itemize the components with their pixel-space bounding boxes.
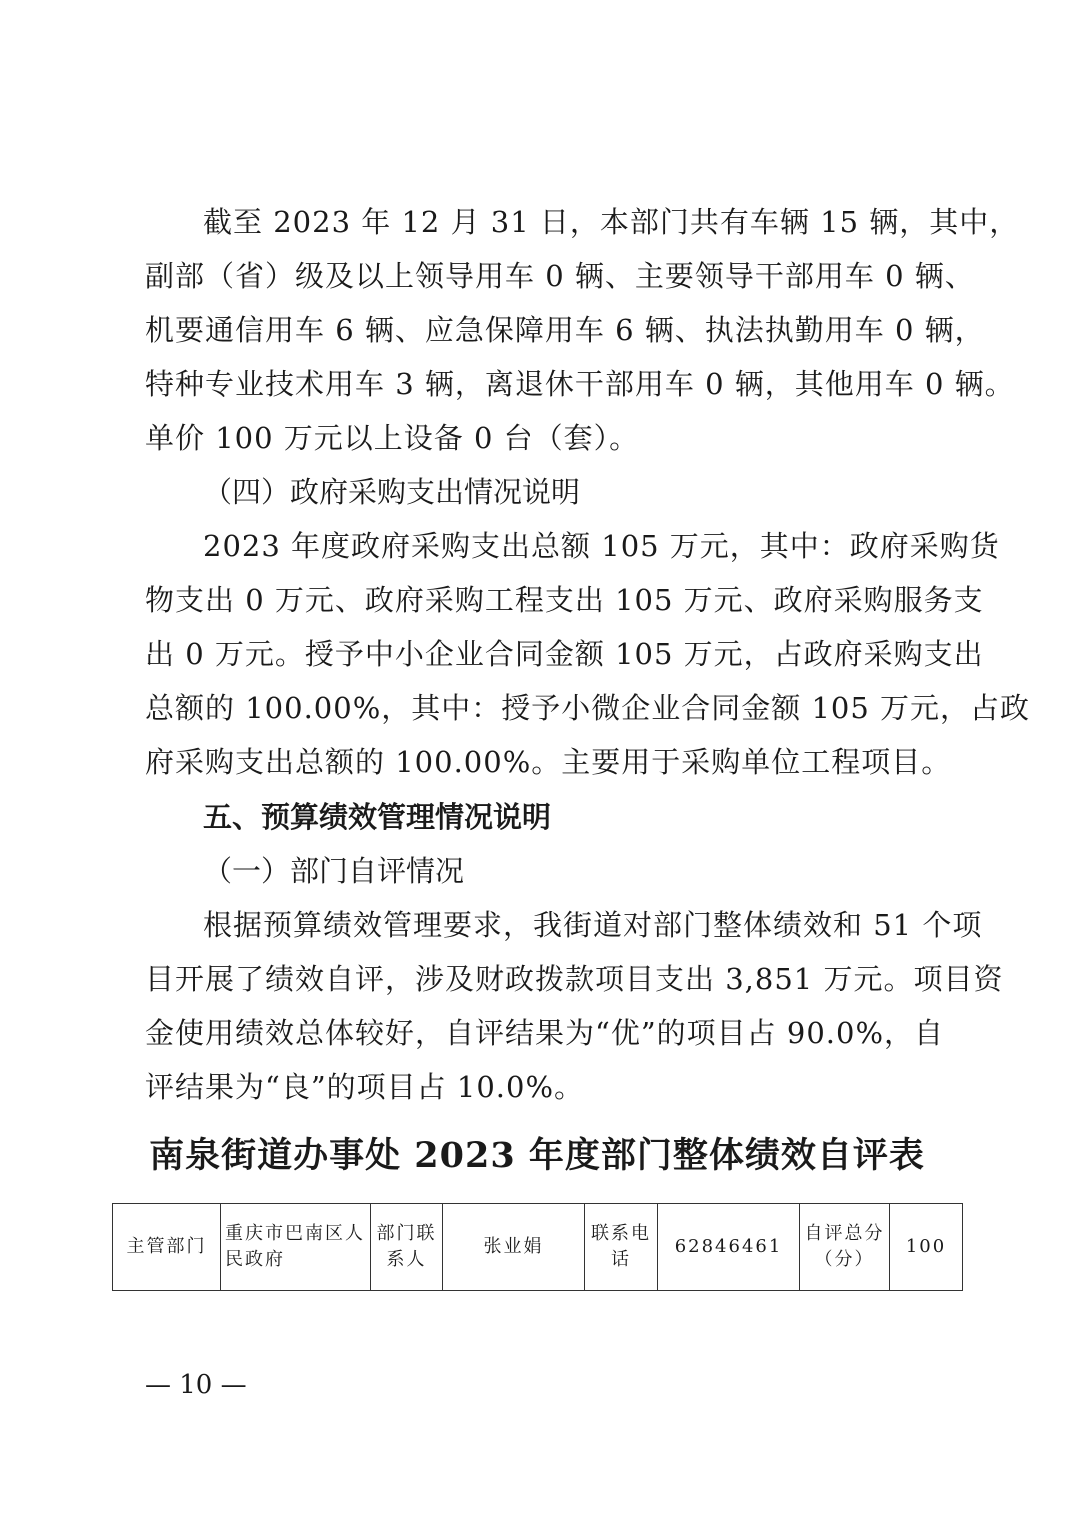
table-title: 南泉街道办事处 2023 年度部门整体绩效自评表	[149, 1135, 925, 1176]
contact-value: 张业娟	[443, 1204, 585, 1291]
phone-label: 联系电话	[585, 1204, 658, 1291]
budget-performance-heading: 五、预算绩效管理情况说明	[203, 800, 552, 834]
procurement-heading: （四）政府采购支出情况说明	[203, 475, 581, 509]
paragraph-line: 副部（省）级及以上领导用车 0 辆、主要领导干部用车 0 辆、	[145, 259, 975, 293]
paragraph-line: 评结果为“良”的项目占 10.0%。	[145, 1070, 584, 1104]
paragraph-line: 机要通信用车 6 辆、应急保障用车 6 辆、执法执勤用车 0 辆，	[145, 313, 985, 347]
paragraph-line: 根据预算绩效管理要求，我街道对部门整体绩效和 51 个项	[203, 908, 983, 942]
paragraph-line: 特种专业技术用车 3 辆，离退休干部用车 0 辆，其他用车 0 辆。	[145, 367, 1015, 401]
phone-value: 62846461	[658, 1204, 800, 1291]
paragraph-line: 出 0 万元。授予中小企业合同金额 105 万元，占政府采购支出	[145, 637, 984, 671]
self-eval-heading: （一）部门自评情况	[203, 854, 465, 888]
self-eval-paragraph	[145, 898, 1004, 1114]
self-eval-table	[112, 1203, 963, 1291]
paragraph-line: 金使用绩效总体较好，自评结果为“优”的项目占 90.0%，自	[145, 1016, 944, 1050]
paragraph-line: 府采购支出总额的 100.00%。主要用于采购单位工程项目。	[145, 745, 952, 779]
page-number: — 10 —	[145, 1370, 247, 1400]
vehicle-paragraph	[145, 195, 1020, 465]
paragraph-line: 2023 年度政府采购支出总额 105 万元，其中：政府采购货	[203, 529, 1000, 563]
paragraph-line: 单价 100 万元以上设备 0 台（套）。	[145, 421, 640, 455]
paragraph-line: 目开展了绩效自评，涉及财政拨款项目支出 3,851 万元。项目资	[145, 962, 1004, 996]
paragraph-line: 总额的 100.00%，其中：授予小微企业合同金额 105 万元，占政	[145, 691, 1031, 725]
contact-label: 部门联系人	[371, 1204, 443, 1291]
paragraph-line: 物支出 0 万元、政府采购工程支出 105 万元、政府采购服务支	[145, 583, 984, 617]
score-value: 100	[890, 1204, 963, 1291]
competent-dept-label: 主管部门	[113, 1204, 221, 1291]
competent-dept-value: 重庆市巴南区人民政府	[221, 1204, 371, 1291]
paragraph-line: 截至 2023 年 12 月 31 日，本部门共有车辆 15 辆，其中，	[203, 205, 1020, 239]
table-row	[113, 1204, 963, 1291]
procurement-paragraph	[145, 519, 1031, 789]
score-label: 自评总分（分）	[800, 1204, 890, 1291]
